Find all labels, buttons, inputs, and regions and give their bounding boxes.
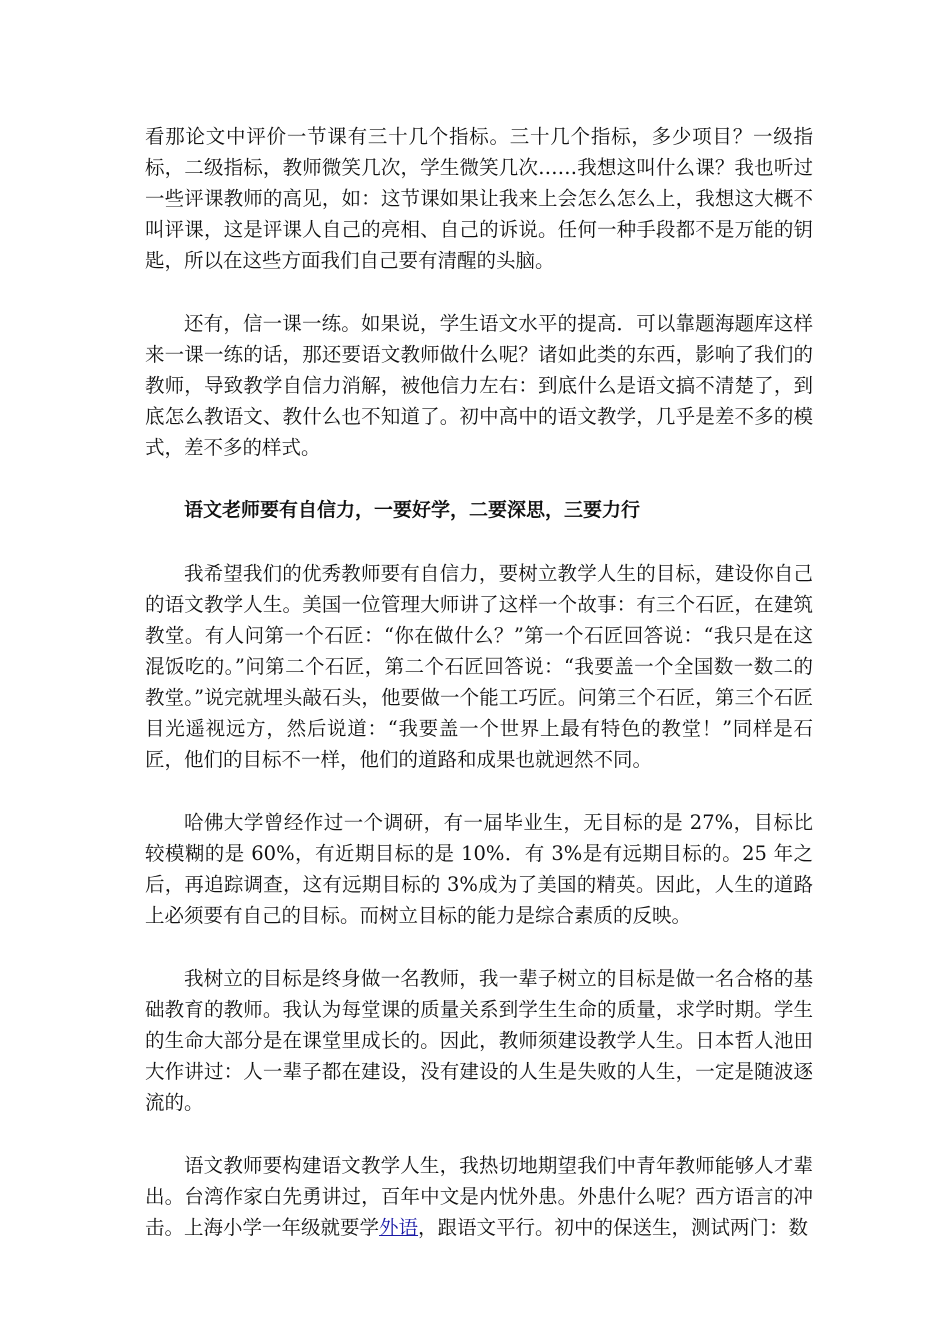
- document-body: [145, 121, 813, 1275]
- paragraph-evaluation-indicators: 看那论文中评价一节课有三十几个指标。三十几个指标，多少项目？一级指标，二级指标，教师微笑几次，学生微笑几次……我想这叫什么课？我也听过一些评课教师的高见，如：这节课如果让我来上会怎么怎么上，我想这大概不叫评课，这是评课人自己的亮相、自己的诉说。任何一种手段都不是万能的钥匙，所以在这些方面我们自己要有清醒的头脑。: [145, 125, 813, 272]
- paragraph-three-stonemasons: 我希望我们的优秀教师要有自信力，要树立教学人生的目标，建设你自己的语文教学人生。美国一位管理大师讲了这样一个故事：有三个石匠，在建筑教堂。有人问第一个石匠：“你在做什么？”第一个石匠回答说：“我只是在这混饭吃的。”问第二个石匠，第二个石匠回答说：“我要盖一个全国数一数二的教堂。”说完就埋头敲石头，他要做一个能工巧匠。问第三个石匠，第三个石匠目光遥视远方，然后说道：“我要盖一个世界上最有特色的教堂！”同样是石匠，他们的目标不一样，他们的道路和成果也就迥然不同。: [145, 562, 813, 771]
- paragraph-chinese-teaching-life: [145, 1150, 813, 1243]
- foreign-language-link[interactable]: 外语: [379, 1216, 419, 1239]
- paragraph-one-lesson-one-practice: 还有，信一课一练。如果说，学生语文水平的提高．可以靠题海题库这样来一课一练的话，那还要语文教师做什么呢？诸如此类的东西，影响了我们的教师，导致教学自信力消解，被他信力左右：到底什么是语文搞不清楚了，到底怎么教语文、教什么也不知道了。初中高中的语文教学，几乎是差不多的模式，差不多的样式。: [145, 312, 813, 459]
- paragraph-harvard-survey: 哈佛大学曾经作过一个调研，有一届毕业生，无目标的是 27%，目标比较模糊的是 60%，有近期目标的是 10%．有 3%是有远期目标的。25 年之后，再追踪调查，这有远期目标的 3%成为了美国的精英。因此，人生的道路上必须要有自己的目标。而树立目标的能力是综合素质的反映。: [145, 811, 813, 927]
- paragraph-text-end: ，跟语文平行。初中的保送生，测试两门：数: [418, 1216, 809, 1239]
- paragraph-text-start: 语文教师要构建语文教学人生，我热切地期望我们中青年教师能够人才辈出。台湾作家白先勇讲过，百年中文是内忧外患。外患什么呢？西方语言的冲击。上海小学一年级就要学: [145, 1154, 813, 1239]
- section-heading: 语文老师要有自信力，一要好学，二要深思，三要力行: [184, 499, 641, 521]
- paragraph-lifelong-teacher: 我树立的目标是终身做一名教师，我一辈子树立的目标是做一名合格的基础教育的教师。我认为每堂课的质量关系到学生生命的质量，求学时期。学生的生命大部分是在课堂里成长的。因此，教师须建设教学人生。日本哲人池田大作讲过：人一辈子都在建设，没有建设的人生是失败的人生，一定是随波逐流的。: [145, 967, 813, 1114]
